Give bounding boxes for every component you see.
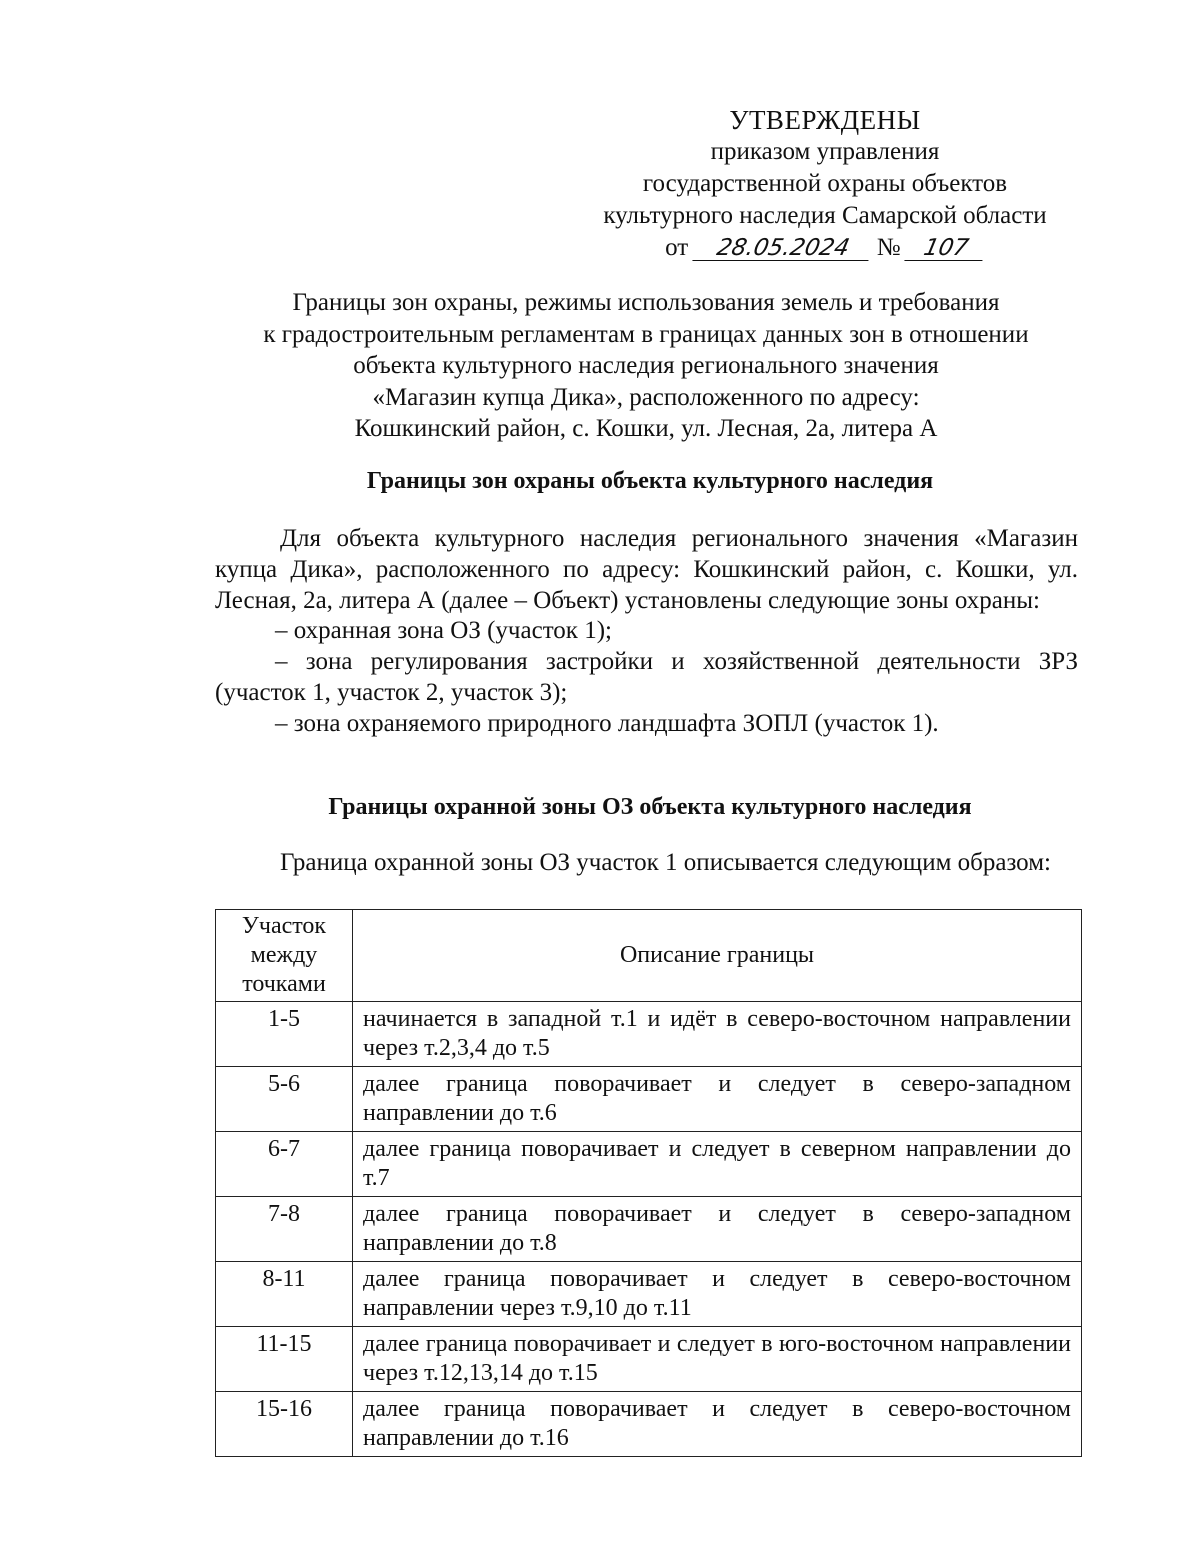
- segment-cell: 15-16: [216, 1392, 353, 1457]
- boundary-table: [215, 909, 1082, 1457]
- number-prefix: №: [876, 234, 901, 261]
- section-heading-zones: Границы зон охраны объекта культурного наследия: [366, 468, 934, 494]
- column-header-description: Описание границы: [353, 910, 1082, 1002]
- table-row: [216, 1327, 1082, 1392]
- table-row: [216, 1262, 1082, 1327]
- description-cell: далее граница поворачивает и следует в юго-восточном направлении через т.12,13,14 до т.15: [353, 1327, 1082, 1392]
- approval-line-3: культурного наследия Самарской области: [603, 202, 1047, 229]
- zone-list-item: – охранная зона ОЗ (участок 1);: [275, 617, 612, 645]
- section-heading-oz: Границы охранной зоны ОЗ объекта культурного наследия: [328, 794, 972, 820]
- table-row: [216, 1132, 1082, 1197]
- segment-cell: 11-15: [216, 1327, 353, 1392]
- title-line-5: Кошкинский район, с. Кошки, ул. Лесная, 2а, литера А: [354, 415, 938, 442]
- approval-stamp: [560, 104, 1090, 264]
- title-line-3: объекта культурного наследия регионального значения: [353, 352, 939, 379]
- description-cell: далее граница поворачивает и следует в северо-восточном направлении через т.9,10 до т.11: [353, 1262, 1082, 1327]
- description-cell: начинается в западной т.1 и идёт в северо-восточном направлении через т.2,3,4 до т.5: [353, 1002, 1082, 1067]
- table-row: [216, 1197, 1082, 1262]
- title-line-1: Границы зон охраны, режимы использования земель и требования: [292, 289, 1000, 316]
- handwritten-number: 107: [904, 236, 987, 261]
- table-row: [216, 1002, 1082, 1067]
- description-cell: далее граница поворачивает и следует в северо-восточном направлении до т.16: [353, 1392, 1082, 1457]
- table-row: [216, 1067, 1082, 1132]
- approval-line-2: государственной охраны объектов: [642, 170, 1008, 197]
- segment-cell: 7-8: [216, 1197, 353, 1262]
- title-line-4: «Магазин купца Дика», расположенного по адресу:: [372, 383, 920, 411]
- zone-list-item: – зона охраняемого природного ландшафта ЗОПЛ (участок 1).: [275, 709, 939, 737]
- zones-intro-paragraph: Для объекта культурного наследия регионального значения «Магазин купца Дика», расположенного по адресу: Кошкинский район, с. Кошки, ул. Лесная, 2а, литера А (далее – Объект) установлены следующие зоны охраны:: [215, 525, 1078, 614]
- table-row: [216, 1392, 1082, 1457]
- description-cell: далее граница поворачивает и следует в северо-западном направлении до т.6: [353, 1067, 1082, 1132]
- oz-intro-paragraph: Граница охранной зоны ОЗ участок 1 описывается следующим образом:: [280, 849, 1051, 876]
- title-line-2: к градостроительным регламентам в границах данных зон в отношении: [263, 320, 1029, 348]
- table-header-row: [216, 910, 1082, 1002]
- column-header-segment: Участок между точками: [216, 910, 353, 1002]
- zone-list-item: – зона регулирования застройки и хозяйственной деятельности ЗРЗ (участок 1, участок 2, участок 3);: [215, 648, 1078, 706]
- document-title: [222, 287, 1070, 445]
- approval-word: УТВЕРЖДЕНЫ: [729, 105, 921, 135]
- segment-cell: 5-6: [216, 1067, 353, 1132]
- approval-date-line: [560, 232, 1090, 264]
- segment-cell: 8-11: [216, 1262, 353, 1327]
- oz-intro-block: [215, 848, 1078, 879]
- segment-cell: 6-7: [216, 1132, 353, 1197]
- date-prefix: от: [665, 234, 689, 261]
- zones-intro-block: [215, 524, 1078, 740]
- description-cell: далее граница поворачивает и следует в северо-западном направлении до т.8: [353, 1197, 1082, 1262]
- segment-cell: 1-5: [216, 1002, 353, 1067]
- handwritten-date: 28.05.2024: [692, 236, 873, 261]
- description-cell: далее граница поворачивает и следует в северном направлении до т.7: [353, 1132, 1082, 1197]
- approval-line-1: приказом управления: [710, 138, 940, 165]
